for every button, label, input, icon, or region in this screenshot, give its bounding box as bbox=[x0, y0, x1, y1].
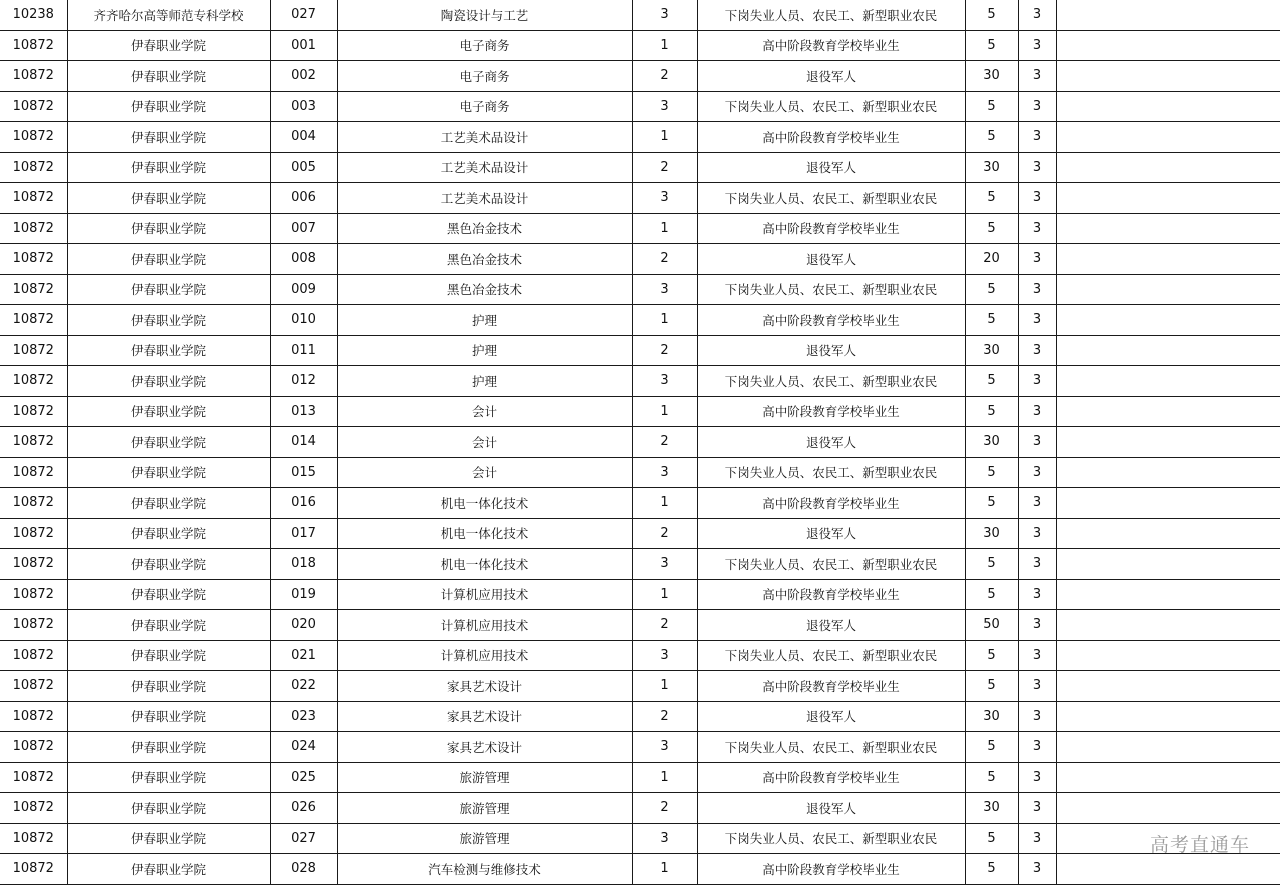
school-code-cell: 10872 bbox=[0, 549, 67, 580]
note-cell bbox=[1056, 213, 1280, 244]
quota-cell: 5 bbox=[965, 213, 1018, 244]
school-name-cell: 伊春职业学院 bbox=[67, 701, 270, 732]
quota-cell: 5 bbox=[965, 579, 1018, 610]
target-group-cell: 高中阶段教育学校毕业生 bbox=[697, 488, 965, 519]
target-group-cell: 高中阶段教育学校毕业生 bbox=[697, 762, 965, 793]
school-name-cell: 伊春职业学院 bbox=[67, 457, 270, 488]
note-cell bbox=[1056, 30, 1280, 61]
note-cell bbox=[1056, 640, 1280, 671]
major-code-cell: 016 bbox=[270, 488, 337, 519]
category-cell: 3 bbox=[632, 640, 697, 671]
years-cell: 3 bbox=[1018, 701, 1056, 732]
note-cell bbox=[1056, 671, 1280, 702]
target-group-cell: 下岗失业人员、农民工、新型职业农民 bbox=[697, 732, 965, 763]
note-cell bbox=[1056, 579, 1280, 610]
years-cell: 3 bbox=[1018, 30, 1056, 61]
quota-cell: 5 bbox=[965, 122, 1018, 153]
major-name-cell: 工艺美术品设计 bbox=[337, 152, 632, 183]
major-name-cell: 机电一体化技术 bbox=[337, 549, 632, 580]
category-cell: 3 bbox=[632, 91, 697, 122]
major-name-cell: 陶瓷设计与工艺 bbox=[337, 0, 632, 30]
note-cell bbox=[1056, 152, 1280, 183]
category-cell: 3 bbox=[632, 366, 697, 397]
quota-cell: 30 bbox=[965, 793, 1018, 824]
table-row bbox=[0, 762, 1280, 793]
table-row bbox=[0, 122, 1280, 153]
major-name-cell: 计算机应用技术 bbox=[337, 579, 632, 610]
table-row bbox=[0, 457, 1280, 488]
school-name-cell: 伊春职业学院 bbox=[67, 671, 270, 702]
target-group-cell: 高中阶段教育学校毕业生 bbox=[697, 396, 965, 427]
quota-cell: 5 bbox=[965, 366, 1018, 397]
years-cell: 3 bbox=[1018, 183, 1056, 214]
category-cell: 1 bbox=[632, 30, 697, 61]
major-code-cell: 018 bbox=[270, 549, 337, 580]
years-cell: 3 bbox=[1018, 152, 1056, 183]
years-cell: 3 bbox=[1018, 457, 1056, 488]
school-name-cell: 伊春职业学院 bbox=[67, 396, 270, 427]
school-code-cell: 10872 bbox=[0, 823, 67, 854]
major-code-cell: 010 bbox=[270, 305, 337, 336]
years-cell: 3 bbox=[1018, 793, 1056, 824]
years-cell: 3 bbox=[1018, 640, 1056, 671]
category-cell: 1 bbox=[632, 488, 697, 519]
school-name-cell: 伊春职业学院 bbox=[67, 30, 270, 61]
school-code-cell: 10872 bbox=[0, 610, 67, 641]
category-cell: 2 bbox=[632, 701, 697, 732]
quota-cell: 30 bbox=[965, 152, 1018, 183]
major-name-cell: 旅游管理 bbox=[337, 823, 632, 854]
table-row bbox=[0, 732, 1280, 763]
note-cell bbox=[1056, 854, 1280, 885]
target-group-cell: 下岗失业人员、农民工、新型职业农民 bbox=[697, 549, 965, 580]
watermark-text: 高考直通车 bbox=[1149, 834, 1250, 856]
note-cell bbox=[1056, 61, 1280, 92]
major-name-cell: 会计 bbox=[337, 457, 632, 488]
table-row bbox=[0, 305, 1280, 336]
major-name-cell: 机电一体化技术 bbox=[337, 488, 632, 519]
table-row bbox=[0, 640, 1280, 671]
school-code-cell: 10872 bbox=[0, 30, 67, 61]
major-name-cell: 旅游管理 bbox=[337, 762, 632, 793]
table-row bbox=[0, 549, 1280, 580]
school-name-cell: 伊春职业学院 bbox=[67, 61, 270, 92]
major-code-cell: 027 bbox=[270, 0, 337, 30]
major-code-cell: 024 bbox=[270, 732, 337, 763]
major-name-cell: 家具艺术设计 bbox=[337, 701, 632, 732]
quota-cell: 30 bbox=[965, 427, 1018, 458]
years-cell: 3 bbox=[1018, 61, 1056, 92]
quota-cell: 5 bbox=[965, 305, 1018, 336]
note-cell bbox=[1056, 518, 1280, 549]
target-group-cell: 高中阶段教育学校毕业生 bbox=[697, 30, 965, 61]
major-code-cell: 020 bbox=[270, 610, 337, 641]
school-name-cell: 伊春职业学院 bbox=[67, 732, 270, 763]
years-cell: 3 bbox=[1018, 396, 1056, 427]
major-name-cell: 机电一体化技术 bbox=[337, 518, 632, 549]
quota-cell: 5 bbox=[965, 183, 1018, 214]
quota-cell: 5 bbox=[965, 274, 1018, 305]
school-name-cell: 伊春职业学院 bbox=[67, 854, 270, 885]
quota-cell: 5 bbox=[965, 91, 1018, 122]
school-code-cell: 10872 bbox=[0, 183, 67, 214]
major-name-cell: 工艺美术品设计 bbox=[337, 122, 632, 153]
category-cell: 3 bbox=[632, 549, 697, 580]
category-cell: 1 bbox=[632, 396, 697, 427]
major-name-cell: 汽车检测与维修技术 bbox=[337, 854, 632, 885]
years-cell: 3 bbox=[1018, 274, 1056, 305]
major-code-cell: 014 bbox=[270, 427, 337, 458]
major-code-cell: 001 bbox=[270, 30, 337, 61]
category-cell: 3 bbox=[632, 457, 697, 488]
quota-cell: 5 bbox=[965, 732, 1018, 763]
quota-cell: 30 bbox=[965, 701, 1018, 732]
school-name-cell: 伊春职业学院 bbox=[67, 793, 270, 824]
note-cell bbox=[1056, 244, 1280, 275]
major-code-cell: 011 bbox=[270, 335, 337, 366]
school-name-cell: 伊春职业学院 bbox=[67, 244, 270, 275]
years-cell: 3 bbox=[1018, 335, 1056, 366]
table-row bbox=[0, 244, 1280, 275]
school-name-cell: 伊春职业学院 bbox=[67, 427, 270, 458]
major-name-cell: 计算机应用技术 bbox=[337, 610, 632, 641]
major-name-cell: 黑色冶金技术 bbox=[337, 213, 632, 244]
target-group-cell: 下岗失业人员、农民工、新型职业农民 bbox=[697, 823, 965, 854]
target-group-cell: 退役军人 bbox=[697, 427, 965, 458]
major-code-cell: 025 bbox=[270, 762, 337, 793]
years-cell: 3 bbox=[1018, 762, 1056, 793]
years-cell: 3 bbox=[1018, 671, 1056, 702]
major-code-cell: 005 bbox=[270, 152, 337, 183]
target-group-cell: 下岗失业人员、农民工、新型职业农民 bbox=[697, 91, 965, 122]
category-cell: 3 bbox=[632, 732, 697, 763]
quota-cell: 5 bbox=[965, 396, 1018, 427]
school-name-cell: 伊春职业学院 bbox=[67, 305, 270, 336]
note-cell bbox=[1056, 701, 1280, 732]
school-code-cell: 10238 bbox=[0, 0, 67, 30]
category-cell: 2 bbox=[632, 152, 697, 183]
school-name-cell: 伊春职业学院 bbox=[67, 366, 270, 397]
years-cell: 3 bbox=[1018, 244, 1056, 275]
table-row bbox=[0, 335, 1280, 366]
major-name-cell: 家具艺术设计 bbox=[337, 732, 632, 763]
category-cell: 1 bbox=[632, 122, 697, 153]
category-cell: 3 bbox=[632, 274, 697, 305]
years-cell: 3 bbox=[1018, 366, 1056, 397]
category-cell: 1 bbox=[632, 762, 697, 793]
years-cell: 3 bbox=[1018, 823, 1056, 854]
table-row bbox=[0, 366, 1280, 397]
target-group-cell: 退役军人 bbox=[697, 701, 965, 732]
school-name-cell: 伊春职业学院 bbox=[67, 91, 270, 122]
years-cell: 3 bbox=[1018, 610, 1056, 641]
quota-cell: 5 bbox=[965, 457, 1018, 488]
years-cell: 3 bbox=[1018, 488, 1056, 519]
major-name-cell: 旅游管理 bbox=[337, 793, 632, 824]
school-code-cell: 10872 bbox=[0, 335, 67, 366]
school-code-cell: 10872 bbox=[0, 579, 67, 610]
school-code-cell: 10872 bbox=[0, 366, 67, 397]
category-cell: 2 bbox=[632, 61, 697, 92]
note-cell bbox=[1056, 488, 1280, 519]
quota-cell: 5 bbox=[965, 640, 1018, 671]
table-row bbox=[0, 183, 1280, 214]
table-row bbox=[0, 61, 1280, 92]
major-code-cell: 023 bbox=[270, 701, 337, 732]
major-code-cell: 017 bbox=[270, 518, 337, 549]
major-code-cell: 028 bbox=[270, 854, 337, 885]
table-row bbox=[0, 213, 1280, 244]
major-name-cell: 工艺美术品设计 bbox=[337, 183, 632, 214]
note-cell bbox=[1056, 549, 1280, 580]
target-group-cell: 下岗失业人员、农民工、新型职业农民 bbox=[697, 0, 965, 30]
years-cell: 3 bbox=[1018, 91, 1056, 122]
school-code-cell: 10872 bbox=[0, 213, 67, 244]
note-cell bbox=[1056, 91, 1280, 122]
years-cell: 3 bbox=[1018, 305, 1056, 336]
target-group-cell: 退役军人 bbox=[697, 793, 965, 824]
category-cell: 1 bbox=[632, 579, 697, 610]
major-name-cell: 黑色冶金技术 bbox=[337, 244, 632, 275]
target-group-cell: 高中阶段教育学校毕业生 bbox=[697, 671, 965, 702]
table-row bbox=[0, 823, 1280, 854]
note-cell bbox=[1056, 305, 1280, 336]
school-name-cell: 伊春职业学院 bbox=[67, 213, 270, 244]
target-group-cell: 下岗失业人员、农民工、新型职业农民 bbox=[697, 274, 965, 305]
school-name-cell: 伊春职业学院 bbox=[67, 640, 270, 671]
school-name-cell: 伊春职业学院 bbox=[67, 335, 270, 366]
school-code-cell: 10872 bbox=[0, 91, 67, 122]
major-name-cell: 电子商务 bbox=[337, 61, 632, 92]
category-cell: 2 bbox=[632, 518, 697, 549]
note-cell bbox=[1056, 366, 1280, 397]
category-cell: 1 bbox=[632, 213, 697, 244]
category-cell: 2 bbox=[632, 244, 697, 275]
major-code-cell: 026 bbox=[270, 793, 337, 824]
target-group-cell: 下岗失业人员、农民工、新型职业农民 bbox=[697, 457, 965, 488]
years-cell: 3 bbox=[1018, 854, 1056, 885]
target-group-cell: 退役军人 bbox=[697, 610, 965, 641]
school-code-cell: 10872 bbox=[0, 457, 67, 488]
years-cell: 3 bbox=[1018, 213, 1056, 244]
target-group-cell: 高中阶段教育学校毕业生 bbox=[697, 122, 965, 153]
major-code-cell: 004 bbox=[270, 122, 337, 153]
note-cell bbox=[1056, 610, 1280, 641]
target-group-cell: 高中阶段教育学校毕业生 bbox=[697, 854, 965, 885]
table-row bbox=[0, 427, 1280, 458]
school-code-cell: 10872 bbox=[0, 427, 67, 458]
school-name-cell: 伊春职业学院 bbox=[67, 183, 270, 214]
table-row bbox=[0, 488, 1280, 519]
major-code-cell: 006 bbox=[270, 183, 337, 214]
school-name-cell: 伊春职业学院 bbox=[67, 518, 270, 549]
school-name-cell: 伊春职业学院 bbox=[67, 122, 270, 153]
major-code-cell: 015 bbox=[270, 457, 337, 488]
table-row bbox=[0, 701, 1280, 732]
quota-cell: 30 bbox=[965, 518, 1018, 549]
major-code-cell: 019 bbox=[270, 579, 337, 610]
major-name-cell: 护理 bbox=[337, 366, 632, 397]
note-cell bbox=[1056, 762, 1280, 793]
category-cell: 3 bbox=[632, 823, 697, 854]
school-code-cell: 10872 bbox=[0, 518, 67, 549]
quota-cell: 5 bbox=[965, 488, 1018, 519]
note-cell bbox=[1056, 396, 1280, 427]
target-group-cell: 下岗失业人员、农民工、新型职业农民 bbox=[697, 366, 965, 397]
note-cell bbox=[1056, 183, 1280, 214]
school-name-cell: 伊春职业学院 bbox=[67, 762, 270, 793]
category-cell: 1 bbox=[632, 671, 697, 702]
major-name-cell: 黑色冶金技术 bbox=[337, 274, 632, 305]
school-code-cell: 10872 bbox=[0, 61, 67, 92]
table-row bbox=[0, 30, 1280, 61]
quota-cell: 5 bbox=[965, 30, 1018, 61]
table-row bbox=[0, 518, 1280, 549]
major-code-cell: 002 bbox=[270, 61, 337, 92]
school-code-cell: 10872 bbox=[0, 854, 67, 885]
school-code-cell: 10872 bbox=[0, 640, 67, 671]
target-group-cell: 退役军人 bbox=[697, 244, 965, 275]
note-cell bbox=[1056, 823, 1280, 854]
table-row bbox=[0, 671, 1280, 702]
major-name-cell: 会计 bbox=[337, 427, 632, 458]
years-cell: 3 bbox=[1018, 549, 1056, 580]
table-row bbox=[0, 274, 1280, 305]
school-code-cell: 10872 bbox=[0, 396, 67, 427]
school-name-cell: 伊春职业学院 bbox=[67, 579, 270, 610]
major-name-cell: 电子商务 bbox=[337, 91, 632, 122]
target-group-cell: 退役军人 bbox=[697, 335, 965, 366]
quota-cell: 20 bbox=[965, 244, 1018, 275]
years-cell: 3 bbox=[1018, 518, 1056, 549]
major-name-cell: 护理 bbox=[337, 305, 632, 336]
note-cell bbox=[1056, 335, 1280, 366]
target-group-cell: 高中阶段教育学校毕业生 bbox=[697, 213, 965, 244]
quota-cell: 5 bbox=[965, 671, 1018, 702]
school-name-cell: 伊春职业学院 bbox=[67, 610, 270, 641]
quota-cell: 5 bbox=[965, 0, 1018, 30]
category-cell: 1 bbox=[632, 854, 697, 885]
major-code-cell: 021 bbox=[270, 640, 337, 671]
note-cell bbox=[1056, 122, 1280, 153]
school-code-cell: 10872 bbox=[0, 671, 67, 702]
quota-cell: 50 bbox=[965, 610, 1018, 641]
school-code-cell: 10872 bbox=[0, 732, 67, 763]
category-cell: 3 bbox=[632, 183, 697, 214]
school-name-cell: 伊春职业学院 bbox=[67, 549, 270, 580]
school-code-cell: 10872 bbox=[0, 488, 67, 519]
years-cell: 3 bbox=[1018, 122, 1056, 153]
target-group-cell: 退役军人 bbox=[697, 152, 965, 183]
note-cell bbox=[1056, 427, 1280, 458]
category-cell: 1 bbox=[632, 305, 697, 336]
table-row bbox=[0, 793, 1280, 824]
school-name-cell: 齐齐哈尔高等师范专科学校 bbox=[67, 0, 270, 30]
major-code-cell: 012 bbox=[270, 366, 337, 397]
category-cell: 2 bbox=[632, 427, 697, 458]
school-code-cell: 10872 bbox=[0, 793, 67, 824]
table-row bbox=[0, 579, 1280, 610]
table-row bbox=[0, 152, 1280, 183]
school-name-cell: 伊春职业学院 bbox=[67, 488, 270, 519]
note-cell bbox=[1056, 457, 1280, 488]
school-name-cell: 伊春职业学院 bbox=[67, 274, 270, 305]
note-cell bbox=[1056, 732, 1280, 763]
school-name-cell: 伊春职业学院 bbox=[67, 152, 270, 183]
major-code-cell: 027 bbox=[270, 823, 337, 854]
years-cell: 3 bbox=[1018, 0, 1056, 30]
target-group-cell: 下岗失业人员、农民工、新型职业农民 bbox=[697, 183, 965, 214]
quota-cell: 5 bbox=[965, 549, 1018, 580]
category-cell: 2 bbox=[632, 793, 697, 824]
school-code-cell: 10872 bbox=[0, 244, 67, 275]
school-code-cell: 10872 bbox=[0, 701, 67, 732]
major-code-cell: 008 bbox=[270, 244, 337, 275]
table-row bbox=[0, 610, 1280, 641]
category-cell: 2 bbox=[632, 335, 697, 366]
quota-cell: 5 bbox=[965, 854, 1018, 885]
table-row bbox=[0, 91, 1280, 122]
major-name-cell: 会计 bbox=[337, 396, 632, 427]
target-group-cell: 退役军人 bbox=[697, 518, 965, 549]
target-group-cell: 高中阶段教育学校毕业生 bbox=[697, 579, 965, 610]
major-name-cell: 计算机应用技术 bbox=[337, 640, 632, 671]
years-cell: 3 bbox=[1018, 427, 1056, 458]
quota-cell: 5 bbox=[965, 762, 1018, 793]
school-code-cell: 10872 bbox=[0, 274, 67, 305]
table-row bbox=[0, 396, 1280, 427]
major-name-cell: 护理 bbox=[337, 335, 632, 366]
table-row bbox=[0, 854, 1280, 885]
note-cell bbox=[1056, 274, 1280, 305]
school-name-cell: 伊春职业学院 bbox=[67, 823, 270, 854]
school-code-cell: 10872 bbox=[0, 152, 67, 183]
quota-cell: 30 bbox=[965, 335, 1018, 366]
years-cell: 3 bbox=[1018, 732, 1056, 763]
target-group-cell: 高中阶段教育学校毕业生 bbox=[697, 305, 965, 336]
note-cell bbox=[1056, 793, 1280, 824]
quota-cell: 5 bbox=[965, 823, 1018, 854]
major-name-cell: 家具艺术设计 bbox=[337, 671, 632, 702]
major-code-cell: 009 bbox=[270, 274, 337, 305]
major-code-cell: 022 bbox=[270, 671, 337, 702]
years-cell: 3 bbox=[1018, 579, 1056, 610]
table-row bbox=[0, 0, 1280, 30]
category-cell: 3 bbox=[632, 0, 697, 30]
target-group-cell: 退役军人 bbox=[697, 61, 965, 92]
major-name-cell: 电子商务 bbox=[337, 30, 632, 61]
school-code-cell: 10872 bbox=[0, 762, 67, 793]
major-code-cell: 013 bbox=[270, 396, 337, 427]
quota-cell: 30 bbox=[965, 61, 1018, 92]
target-group-cell: 下岗失业人员、农民工、新型职业农民 bbox=[697, 640, 965, 671]
category-cell: 2 bbox=[632, 610, 697, 641]
school-code-cell: 10872 bbox=[0, 305, 67, 336]
major-code-cell: 007 bbox=[270, 213, 337, 244]
major-code-cell: 003 bbox=[270, 91, 337, 122]
note-cell bbox=[1056, 0, 1280, 30]
school-code-cell: 10872 bbox=[0, 122, 67, 153]
